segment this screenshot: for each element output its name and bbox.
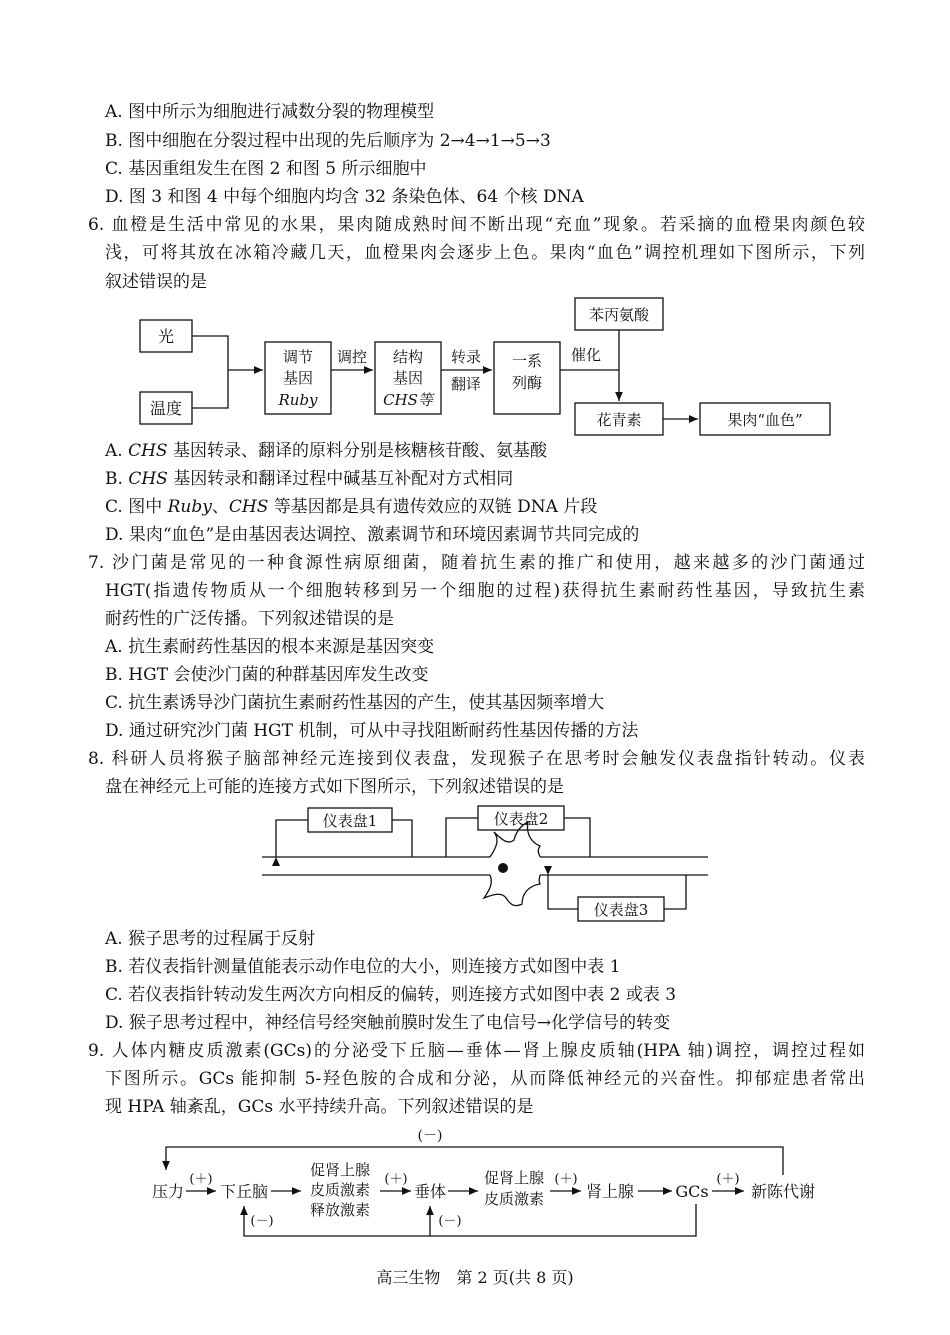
adrenal-label: 肾上腺 bbox=[585, 1182, 635, 1201]
transcribe-label: 转录 bbox=[450, 348, 482, 366]
anthocyanin-box bbox=[575, 403, 663, 435]
svg-text:(＋): (＋) bbox=[716, 1172, 740, 1187]
svg-text:促肾上腺: 促肾上腺 bbox=[483, 1169, 545, 1187]
svg-text:皮质激素: 皮质激素 bbox=[309, 1181, 371, 1199]
q8-option-d: D. 猴子思考过程中，神经信号经突触前膜时发生了电信号→化学信号的转变 bbox=[105, 1013, 671, 1033]
meter2-box bbox=[478, 806, 564, 830]
q8-stem-line1: 8. 科研人员将猴子脑部神经元连接到仪表盘，发现猴子在思考时会触发仪表盘指针转动。仪表 bbox=[88, 749, 865, 769]
q8-option-a: A. 猴子思考的过程属于反射 bbox=[105, 929, 316, 949]
regulate-label: 调控 bbox=[336, 348, 368, 366]
q5-option-d: D. 图 3 和图 4 中每个细胞内均含 32 条染色体、64 个核 DNA bbox=[105, 187, 584, 207]
svg-text:皮质激素: 皮质激素 bbox=[483, 1190, 545, 1208]
svg-text:(＋): (＋) bbox=[554, 1172, 578, 1187]
q9-stem-line1: 9. 人体内糖皮质激素(GCs)的分泌受下丘脑—垂体—肾上腺皮质轴(HPA 轴)调控，调控过程如 bbox=[88, 1041, 865, 1061]
svg-text:结构: 结构 bbox=[392, 348, 424, 366]
temperature-box bbox=[140, 392, 192, 424]
q7-option-a: A. 抗生素耐药性基因的根本来源是基因突变 bbox=[105, 637, 435, 657]
q6-stem-line2: 浅，可将其放在冰箱冷藏几天，血橙果肉会逐步上色。果肉“血色”调控机理如下图所示，下列 bbox=[105, 243, 865, 263]
q9-stem-line2: 下图所示。GCs 能抑制 5-羟色胺的合成和分泌，从而降低神经元的兴奋性。抑郁症患者常出 bbox=[105, 1069, 865, 1089]
q5-option-b: B. 图中细胞在分裂过程中出现的先后顺序为 2→4→1→5→3 bbox=[105, 131, 551, 151]
blood-color-box bbox=[700, 403, 830, 435]
q6-option-b: B. CHS 基因转录和翻译过程中碱基互补配对方式相同 bbox=[105, 469, 514, 489]
svg-text:(＋): (＋) bbox=[189, 1172, 213, 1187]
structural-gene-box bbox=[375, 342, 441, 414]
q7-option-d: D. 通过研究沙门菌 HGT 机制，可从中寻找阻断耐药性基因传播的方法 bbox=[105, 721, 639, 741]
pituitary-label: 垂体 bbox=[413, 1182, 447, 1201]
q6-option-d: D. 果肉“血色”是由基因表达调控、激素调节和环境因素调节共同完成的 bbox=[105, 525, 640, 545]
hypothalamus-label: 下丘脑 bbox=[219, 1182, 269, 1201]
svg-text:基因: 基因 bbox=[282, 369, 314, 387]
q6-stem-line1: 6. 血橙是生活中常见的水果，果肉随成熟时间不断出现“充血”现象。若采摘的血橙果肉颜色较 bbox=[88, 215, 865, 235]
svg-text:基因: 基因 bbox=[392, 369, 424, 387]
page-footer: 高三生物 第 2 页(共 8 页) bbox=[376, 1268, 574, 1287]
q5-option-c: C. 基因重组发生在图 2 和图 5 所示细胞中 bbox=[105, 159, 427, 179]
svg-text:一系: 一系 bbox=[511, 352, 543, 370]
light-box bbox=[140, 320, 192, 352]
q5-option-a: A. 图中所示为细胞进行减数分裂的物理模型 bbox=[105, 102, 435, 122]
phenylalanine-label: 苯丙氨酸 bbox=[588, 306, 650, 324]
meter3-label: 仪表盘3 bbox=[593, 901, 649, 919]
svg-text:促肾上腺: 促肾上腺 bbox=[309, 1161, 371, 1179]
metabolism-label: 新陈代谢 bbox=[750, 1182, 816, 1201]
svg-text:释放激素: 释放激素 bbox=[309, 1201, 371, 1219]
regulatory-gene-box bbox=[265, 342, 331, 414]
q7-option-c: C. 抗生素诱导沙门菌抗生素耐药性基因的产生，使其基因频率增大 bbox=[105, 693, 605, 713]
q6-option-a: A. CHS 基因转录、翻译的原料分别是核糖核苷酸、氨基酸 bbox=[105, 441, 547, 461]
meter2-label: 仪表盘2 bbox=[493, 810, 549, 828]
q8-option-c: C. 若仪表指针转动发生两次方向相反的偏转，则连接方式如图中表 2 或表 3 bbox=[105, 985, 677, 1005]
svg-text:CHS等: CHS等 bbox=[383, 391, 433, 409]
svg-text:(－): (－) bbox=[438, 1214, 462, 1229]
q7-stem-line2: HGT(指遗传物质从一个细胞转移到另一个细胞的过程)获得抗生素耐药性基因，导致抗生素 bbox=[105, 581, 865, 601]
meter3-box bbox=[578, 897, 664, 921]
svg-text:(－): (－) bbox=[250, 1214, 274, 1229]
catalyze-label: 催化 bbox=[570, 346, 602, 364]
svg-text:调节: 调节 bbox=[282, 348, 314, 366]
anthocyanin-label: 花青素 bbox=[596, 411, 642, 429]
q9-stem-line3: 现 HPA 轴紊乱，GCs 水平持续升高。下列叙述错误的是 bbox=[105, 1097, 534, 1117]
svg-text:列酶: 列酶 bbox=[511, 374, 543, 392]
enzymes-box bbox=[494, 342, 560, 414]
q7-option-b: B. HGT 会使沙门菌的种群基因库发生改变 bbox=[105, 665, 429, 685]
q6-stem-line3: 叙述错误的是 bbox=[105, 272, 207, 292]
q6-option-c: C. 图中 Ruby、CHS 等基因都是具有遗传效应的双链 DNA 片段 bbox=[105, 497, 598, 517]
gcs-label: GCs bbox=[675, 1182, 709, 1201]
translate-label: 翻译 bbox=[450, 375, 482, 393]
svg-text:(＋): (＋) bbox=[384, 1172, 408, 1187]
phenylalanine-box bbox=[575, 298, 663, 330]
meter1-label: 仪表盘1 bbox=[322, 812, 378, 830]
pressure-label: 压力 bbox=[151, 1182, 185, 1201]
light-label: 光 bbox=[157, 327, 175, 346]
temperature-label: 温度 bbox=[149, 399, 183, 418]
nucleus bbox=[498, 863, 508, 873]
blood-color-label: 果肉“血色” bbox=[727, 411, 803, 429]
q8-stem-line2: 盘在神经元上可能的连接方式如下图所示，下列叙述错误的是 bbox=[105, 777, 564, 797]
feedback-neg-top: (－) bbox=[417, 1128, 443, 1144]
svg-text:Ruby: Ruby bbox=[278, 391, 318, 409]
q8-option-b: B. 若仪表指针测量值能表示动作电位的大小，则连接方式如图中表 1 bbox=[105, 957, 621, 977]
q7-stem-line1: 7. 沙门菌是常见的一种食源性病原细菌，随着抗生素的推广和使用，越来越多的沙门菌通过 bbox=[88, 553, 865, 573]
meter1-box bbox=[308, 808, 392, 832]
q7-stem-line3: 耐药性的广泛传播。下列叙述错误的是 bbox=[105, 609, 394, 629]
